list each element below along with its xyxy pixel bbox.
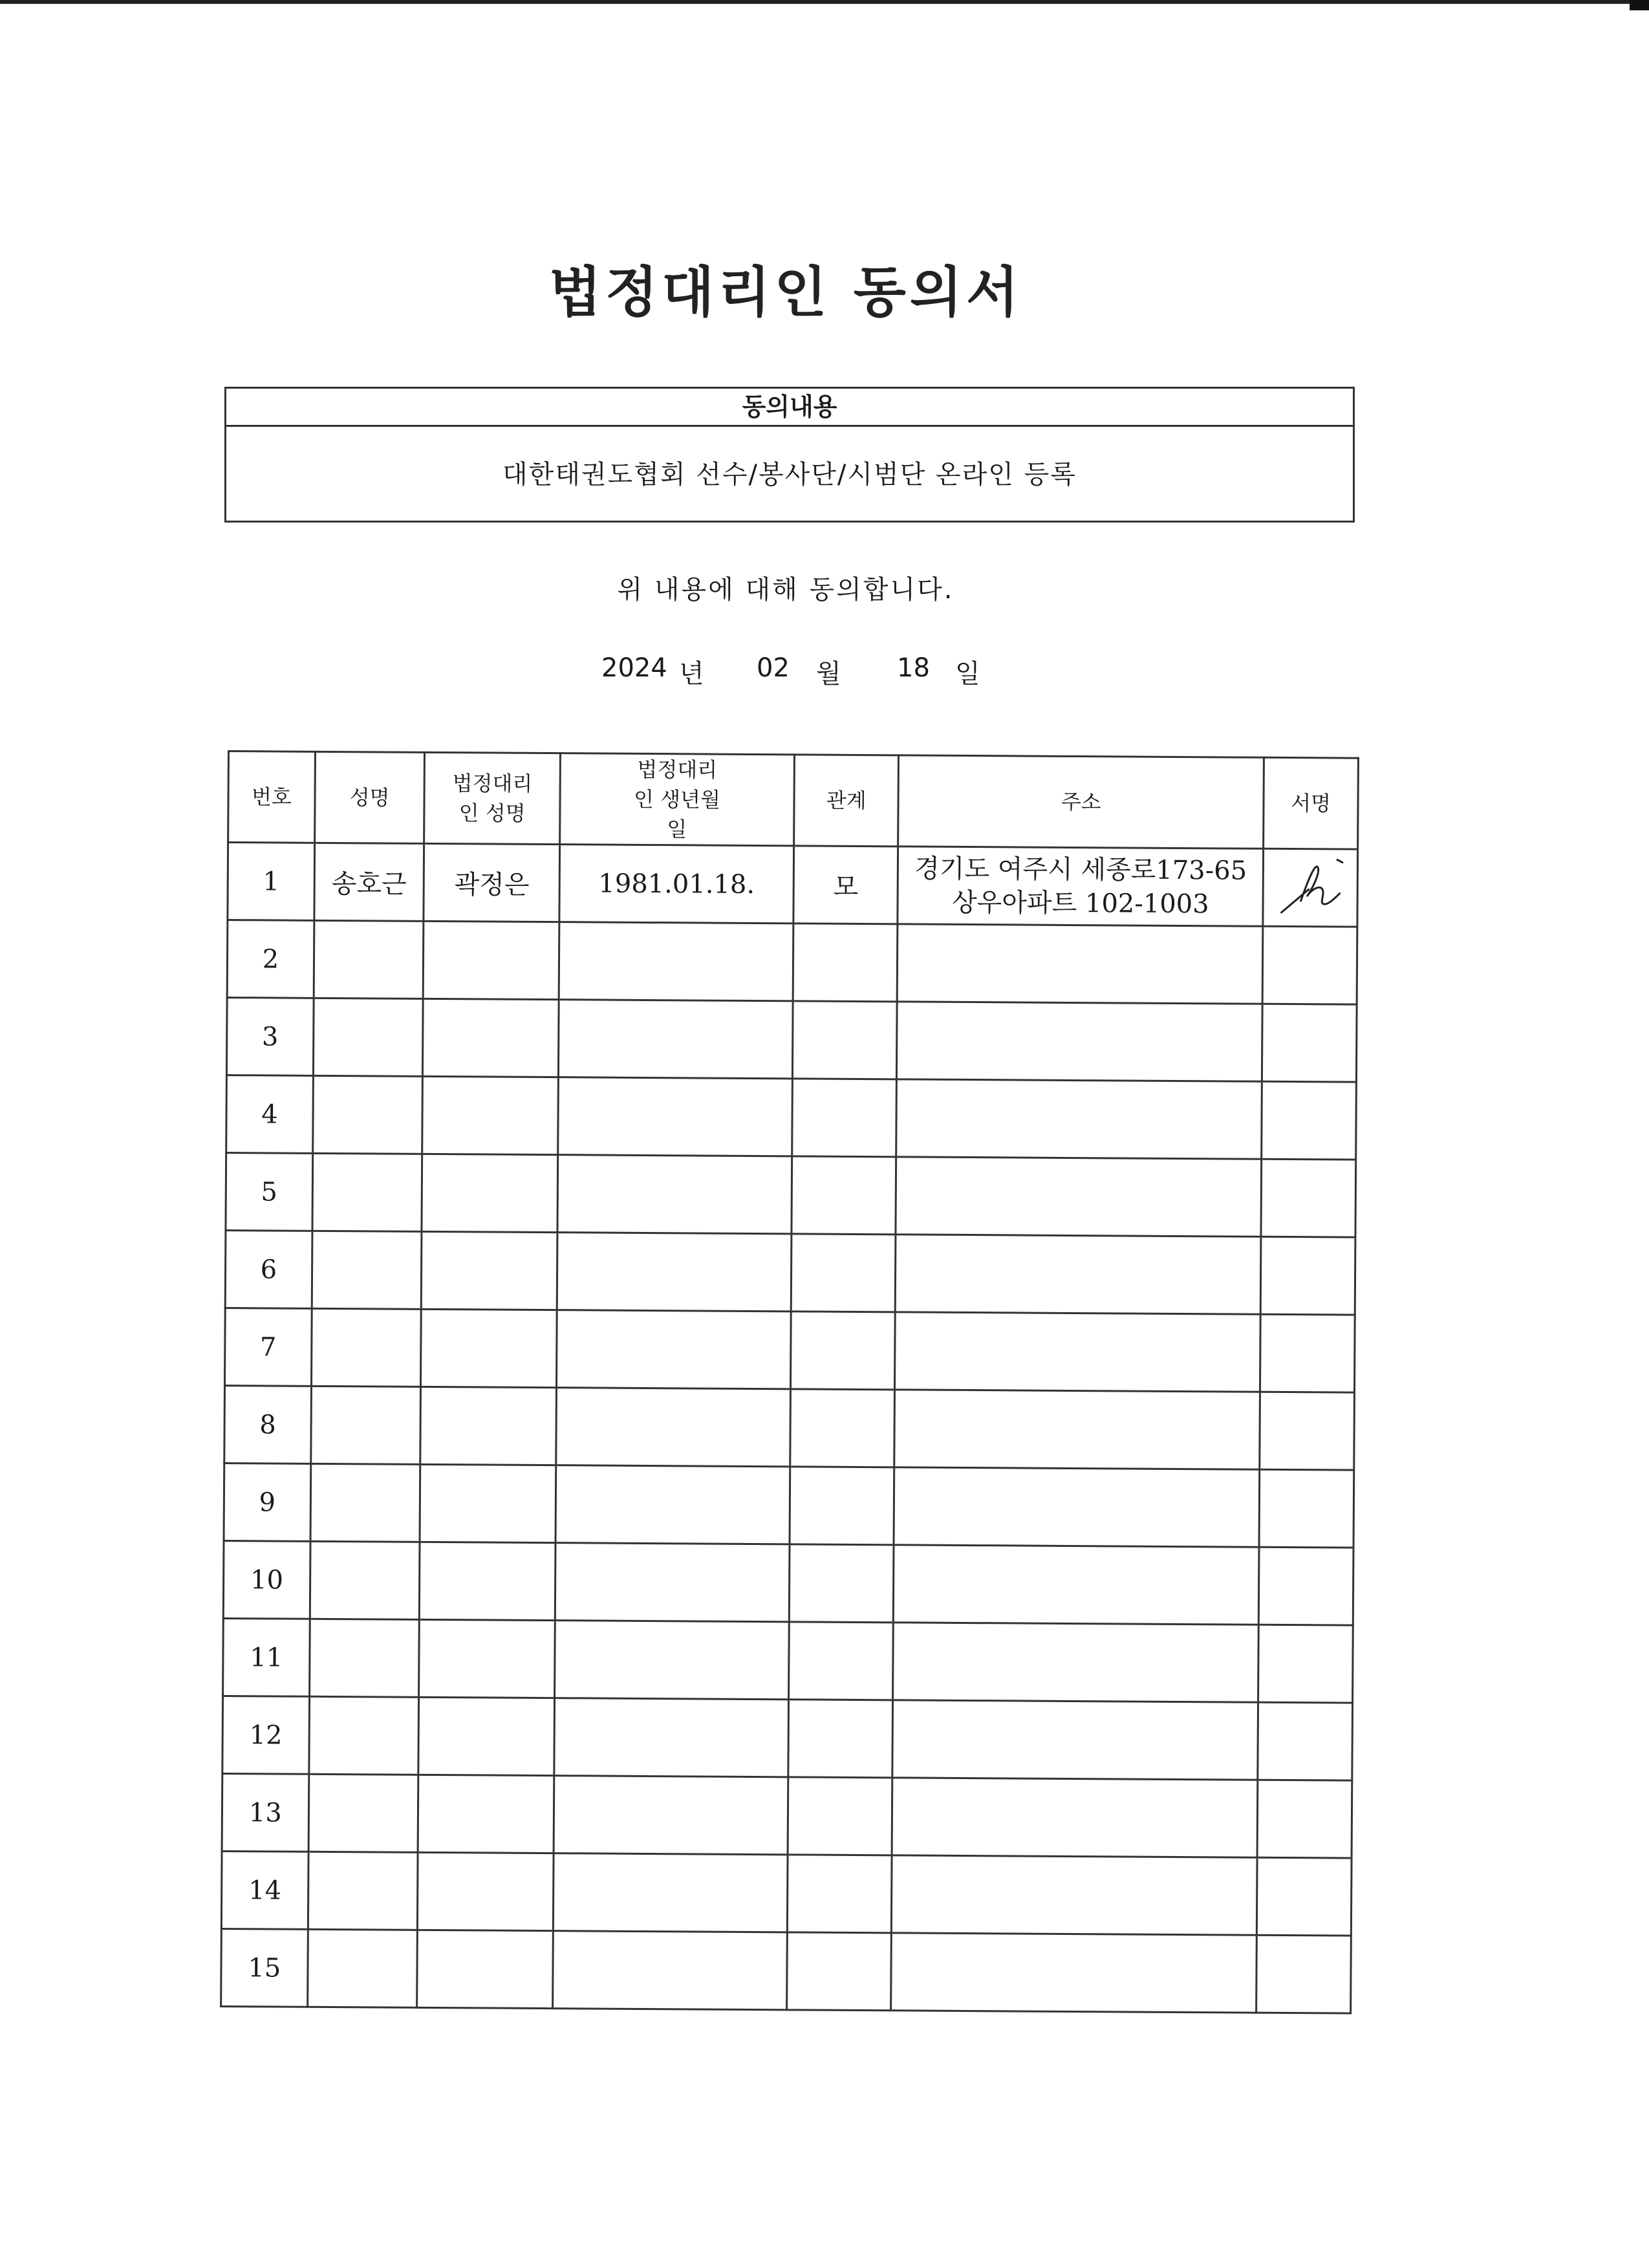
cell-name xyxy=(312,1153,422,1231)
address-line-1 xyxy=(896,1429,1259,1431)
cell-guardian-name xyxy=(417,1930,554,2008)
address-line-2 xyxy=(898,1118,1261,1120)
address-line-1 xyxy=(897,1196,1260,1198)
cell-address xyxy=(894,1467,1259,1547)
consent-box xyxy=(224,387,1355,523)
header-no: 번호 xyxy=(228,751,316,843)
date-year: 2024 xyxy=(601,653,667,683)
cell-relation xyxy=(790,1312,895,1390)
consent-content: 대한태권도협회 선수/봉사단/시범단 온라인 등록 xyxy=(502,460,1077,490)
cell-address xyxy=(892,1778,1258,1857)
cell-no: 2 xyxy=(227,920,314,999)
cell-no: 4 xyxy=(226,1075,313,1153)
agreement-statement: 위 내용에 대해 동의합니다. xyxy=(617,575,954,605)
address-line-2 xyxy=(897,1196,1260,1198)
cell-address xyxy=(892,1855,1257,1935)
cell-guardian-name xyxy=(421,1309,557,1387)
address-line-1 xyxy=(894,1739,1257,1741)
cell-guardian-name xyxy=(420,1542,556,1620)
cell-guardian-birth xyxy=(553,1931,787,2010)
table-row xyxy=(222,1773,1352,1858)
header-relation: 관계 xyxy=(793,755,898,847)
document-title: 법정대리인 동의서 xyxy=(548,261,1023,324)
address-line-1 xyxy=(895,1584,1258,1586)
cell-guardian-name xyxy=(418,1697,555,1775)
address-line-1 xyxy=(898,1118,1261,1120)
cell-relation xyxy=(792,1001,897,1079)
cell-signature xyxy=(1256,1857,1352,1936)
cell-signature xyxy=(1258,1547,1353,1625)
table-row xyxy=(224,1308,1355,1392)
scan-corner-mark xyxy=(1630,0,1649,10)
cell-name: 송호근 xyxy=(314,843,424,921)
cell-relation: 모 xyxy=(793,846,898,924)
cell-guardian-birth xyxy=(557,1233,791,1312)
cell-name xyxy=(308,1852,418,1930)
cell-guardian-name xyxy=(419,1619,555,1698)
address-line-2 xyxy=(898,963,1262,965)
header-name: 성명 xyxy=(314,751,424,843)
guardian-consent-table xyxy=(220,750,1359,2014)
cell-signature xyxy=(1262,926,1357,1004)
date-month: 02 xyxy=(757,653,790,683)
cell-name xyxy=(311,1386,421,1464)
cell-signature xyxy=(1256,1935,1352,2013)
table-header-row xyxy=(228,751,1359,850)
cell-guardian-name xyxy=(424,921,560,999)
cell-guardian-name xyxy=(418,1775,554,1853)
cell-no: 10 xyxy=(223,1540,310,1619)
cell-no: 14 xyxy=(221,1851,308,1929)
cell-address xyxy=(896,1235,1261,1314)
cell-signature xyxy=(1262,1081,1357,1160)
address-line-2 xyxy=(896,1429,1259,1431)
cell-relation xyxy=(791,1234,896,1312)
cell-relation xyxy=(790,1467,894,1545)
cell-signature xyxy=(1263,848,1358,927)
handwritten-signature xyxy=(1264,855,1357,920)
table-row xyxy=(224,1385,1355,1470)
cell-guardian-name xyxy=(422,1231,558,1310)
cell-name xyxy=(314,920,424,999)
date-year-unit: 년 xyxy=(679,659,704,689)
cell-guardian-birth xyxy=(559,1000,793,1079)
cell-name xyxy=(310,1541,420,1619)
cell-no: 6 xyxy=(225,1230,312,1308)
address-line-1 xyxy=(893,1894,1256,1896)
cell-name xyxy=(310,1463,420,1542)
cell-guardian-birth xyxy=(554,1698,788,1777)
cell-address xyxy=(892,1700,1258,1780)
consent-header: 동의내용 xyxy=(226,389,1353,427)
cell-relation xyxy=(792,1156,896,1235)
cell-signature xyxy=(1258,1625,1353,1703)
cell-address xyxy=(898,847,1263,926)
cell-no: 13 xyxy=(222,1773,308,1852)
address-line-1 xyxy=(896,1351,1260,1353)
cell-guardian-birth xyxy=(554,1853,788,1932)
cell-signature xyxy=(1260,1237,1355,1315)
cell-no: 15 xyxy=(221,1928,308,2007)
cell-guardian-birth xyxy=(557,1310,791,1389)
cell-relation xyxy=(788,1622,893,1700)
cell-no: 5 xyxy=(226,1152,312,1231)
cell-guardian-name xyxy=(420,1464,556,1542)
cell-relation xyxy=(786,1932,891,2011)
table-row xyxy=(221,1928,1352,2013)
cell-relation xyxy=(792,1079,897,1157)
cell-address xyxy=(896,1157,1261,1237)
address-line-1 xyxy=(897,1273,1260,1275)
address-line-2 xyxy=(893,1894,1256,1896)
cell-relation xyxy=(788,1700,893,1778)
header-guardian-name xyxy=(424,752,561,844)
cell-signature xyxy=(1258,1702,1353,1780)
cell-no: 9 xyxy=(224,1463,310,1541)
cell-address xyxy=(897,1002,1262,1081)
cell-guardian-birth xyxy=(556,1388,790,1467)
cell-relation xyxy=(789,1544,894,1623)
cell-relation xyxy=(788,1777,892,1855)
address-line-1 xyxy=(893,1817,1256,1819)
cell-relation xyxy=(787,1855,892,1933)
address-line-2: 상우아파트 102-1003 xyxy=(951,887,1209,919)
table-row xyxy=(227,920,1357,1005)
cell-guardian-name xyxy=(422,1154,558,1232)
cell-name xyxy=(307,1929,417,2007)
cell-name xyxy=(309,1696,419,1775)
cell-guardian-birth xyxy=(554,1776,788,1855)
header-guardian-birth xyxy=(560,753,794,846)
cell-name xyxy=(308,1774,418,1852)
table-row xyxy=(223,1540,1353,1625)
table-row xyxy=(226,1075,1357,1160)
cell-no: 1 xyxy=(228,843,314,921)
cell-address xyxy=(891,1933,1256,2013)
cell-no: 12 xyxy=(222,1696,309,1774)
cell-signature xyxy=(1261,1159,1356,1237)
address-line-2 xyxy=(896,1351,1260,1353)
address-line-2 xyxy=(895,1506,1258,1508)
address-line-1 xyxy=(895,1506,1258,1508)
cell-address xyxy=(898,924,1263,1004)
cell-name xyxy=(312,1075,422,1154)
address-line-2 xyxy=(894,1739,1257,1741)
cell-signature xyxy=(1257,1780,1352,1858)
cell-name xyxy=(312,1231,422,1309)
scan-edge xyxy=(0,0,1649,4)
cell-guardian-birth xyxy=(555,1543,789,1622)
table-row xyxy=(226,1152,1356,1237)
header-address: 주소 xyxy=(898,755,1264,848)
cell-signature xyxy=(1262,1004,1357,1082)
cell-guardian-birth xyxy=(557,1155,792,1234)
cell-no: 7 xyxy=(224,1308,311,1386)
cell-signature xyxy=(1260,1314,1355,1392)
table-row xyxy=(222,1696,1353,1780)
cell-relation xyxy=(790,1389,895,1467)
cell-name xyxy=(313,998,423,1076)
cell-guardian-name xyxy=(422,1076,559,1154)
cell-guardian-birth xyxy=(555,1465,790,1544)
table-row xyxy=(226,998,1357,1083)
cell-signature xyxy=(1260,1392,1355,1470)
address-line-2 xyxy=(892,1972,1256,1974)
cell-address xyxy=(894,1545,1259,1625)
address-line-1: 경기도 여주시 세종로173-65 xyxy=(914,853,1247,886)
cell-name xyxy=(311,1308,421,1387)
cell-address xyxy=(893,1623,1258,1702)
cell-no: 8 xyxy=(224,1385,311,1463)
table-row xyxy=(225,1230,1355,1315)
header-signature: 서명 xyxy=(1264,757,1359,849)
date-day-unit: 일 xyxy=(955,659,980,689)
cell-guardian-birth xyxy=(555,1621,789,1700)
cell-guardian-birth xyxy=(559,922,793,1001)
table-body xyxy=(221,843,1358,2014)
cell-guardian-name xyxy=(423,999,559,1077)
address-line-1 xyxy=(892,1972,1256,1974)
address-line-1 xyxy=(898,1041,1262,1042)
cell-name xyxy=(309,1619,419,1697)
cell-no: 11 xyxy=(223,1618,310,1696)
date-day: 18 xyxy=(897,653,930,683)
cell-address xyxy=(894,1390,1260,1469)
cell-address xyxy=(895,1312,1260,1392)
cell-guardian-name xyxy=(420,1387,557,1465)
cell-no: 3 xyxy=(226,998,313,1076)
date-month-unit: 월 xyxy=(816,659,841,689)
cell-signature xyxy=(1259,1469,1354,1548)
cell-guardian-name xyxy=(418,1852,554,1930)
cell-guardian-birth: 1981.01.18. xyxy=(559,845,793,923)
address-line-1 xyxy=(898,963,1262,965)
address-line-1 xyxy=(894,1661,1258,1663)
table-row xyxy=(221,1851,1352,1936)
address-line-2 xyxy=(898,1041,1262,1042)
cell-guardian-name: 곽정은 xyxy=(424,843,560,922)
address-line-2 xyxy=(893,1817,1256,1819)
table-row xyxy=(223,1618,1353,1703)
table-row xyxy=(228,843,1358,927)
address-line-2 xyxy=(895,1584,1258,1586)
cell-guardian-birth xyxy=(558,1077,792,1156)
table-row xyxy=(224,1463,1354,1548)
cell-address xyxy=(896,1079,1262,1159)
address-line-2 xyxy=(897,1273,1260,1275)
header-guardian-name-label: 법정대리인 성명 xyxy=(452,771,533,826)
cell-relation xyxy=(793,923,898,1002)
header-guardian-birth-label: 법정대리인 생년월일 xyxy=(634,757,721,842)
address-line-2 xyxy=(894,1661,1258,1663)
